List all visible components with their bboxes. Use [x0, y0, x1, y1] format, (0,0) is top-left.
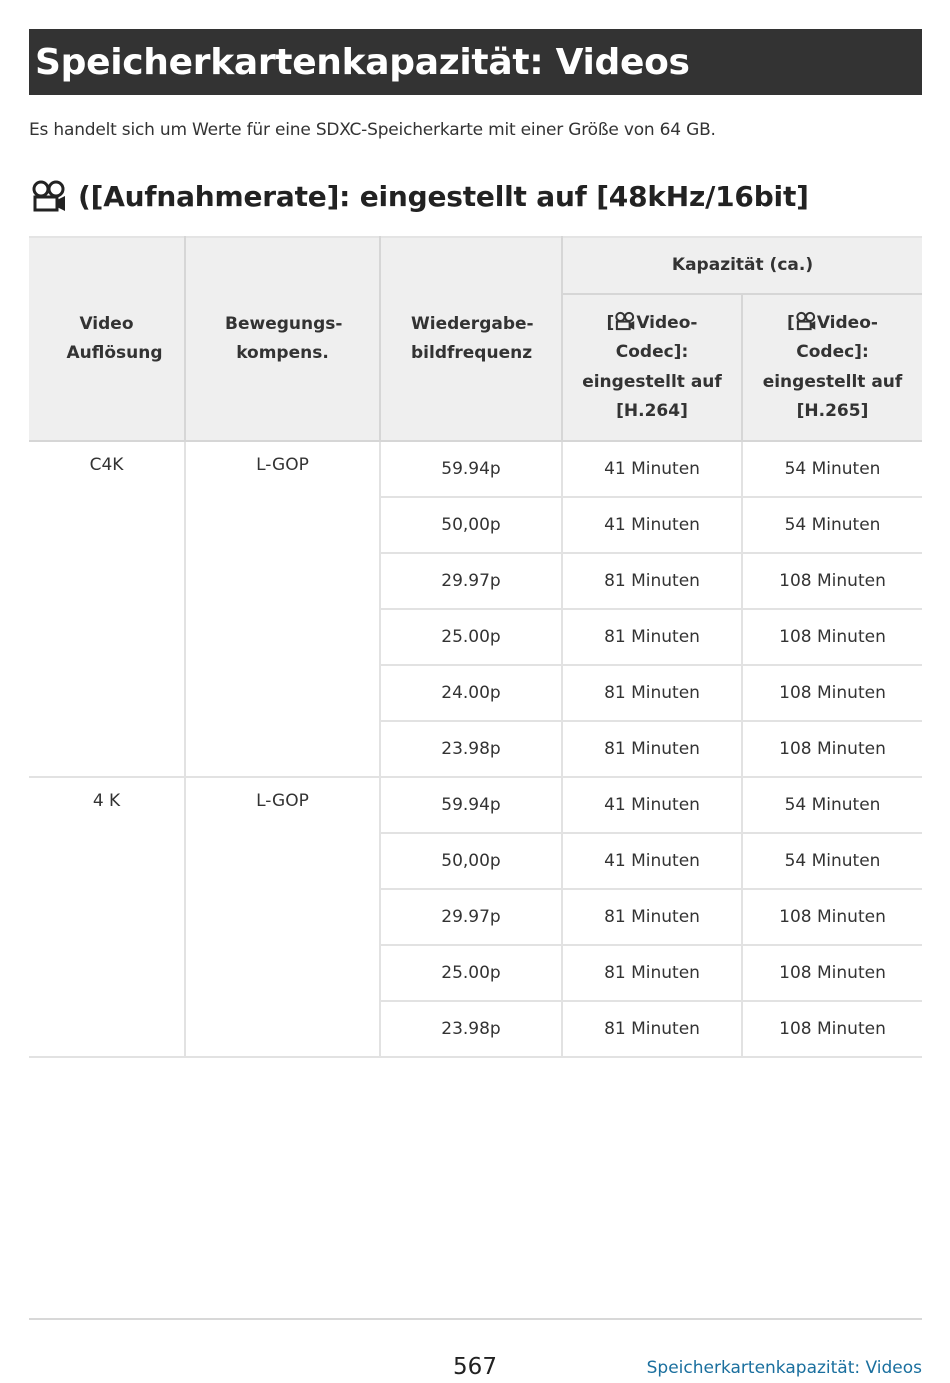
- h265-cell: 108 Minuten: [742, 1001, 922, 1057]
- h264-cell: 81 Minuten: [562, 609, 742, 665]
- header-compression: Bewegungs-kompens.: [185, 237, 380, 441]
- header-h265: [ Video-Codec]: eingestellt auf [H.265]: [742, 294, 922, 441]
- table-row: [29, 777, 922, 833]
- h264-cell: 81 Minuten: [562, 1001, 742, 1057]
- framerate-cell: 50,00p: [380, 497, 562, 553]
- h264-cell: 81 Minuten: [562, 889, 742, 945]
- header-h264: [ Video-Codec]: eingestellt auf [H.264]: [562, 294, 742, 441]
- h264-cell: 41 Minuten: [562, 441, 742, 497]
- h265-cell: 108 Minuten: [742, 553, 922, 609]
- h264-cell: 41 Minuten: [562, 833, 742, 889]
- framerate-cell: 25.00p: [380, 945, 562, 1001]
- framerate-cell: 25.00p: [380, 609, 562, 665]
- h264-cell: 81 Minuten: [562, 721, 742, 777]
- movie-camera-icon: [795, 311, 817, 331]
- h265-cell: 54 Minuten: [742, 441, 922, 497]
- framerate-cell: 23.98p: [380, 1001, 562, 1057]
- h265-cell: 108 Minuten: [742, 609, 922, 665]
- h265-cell: 108 Minuten: [742, 945, 922, 1001]
- movie-camera-icon: [614, 311, 636, 331]
- resolution-cell: 4 K: [29, 777, 185, 1057]
- framerate-cell: 59.94p: [380, 777, 562, 833]
- header-capacity-group: Kapazität (ca.): [562, 237, 922, 294]
- page-title: Speicherkartenkapazität: Videos: [35, 41, 690, 83]
- h265-cell: 54 Minuten: [742, 777, 922, 833]
- page-number: 567: [453, 1354, 497, 1380]
- table-row: [29, 441, 922, 497]
- section-heading: [30, 176, 809, 216]
- intro-text: Es handelt sich um Werte für eine SDXC-Speicherkarte mit einer Größe von 64 GB.: [29, 120, 716, 140]
- h265-cell: 54 Minuten: [742, 497, 922, 553]
- footer-divider: [29, 1318, 922, 1320]
- framerate-cell: 59.94p: [380, 441, 562, 497]
- title-bar: [29, 29, 922, 95]
- footer-section-link[interactable]: Speicherkartenkapazität: Videos: [646, 1358, 922, 1378]
- framerate-cell: 50,00p: [380, 833, 562, 889]
- movie-camera-icon: [30, 179, 68, 213]
- capacity-table: [29, 236, 922, 1058]
- compression-cell: L-GOP: [185, 777, 380, 1057]
- section-heading-text: ([Aufnahmerate]: eingestellt auf [48kHz/16bit]: [78, 179, 809, 213]
- h264-cell: 41 Minuten: [562, 497, 742, 553]
- h264-cell: 81 Minuten: [562, 553, 742, 609]
- h265-cell: 108 Minuten: [742, 889, 922, 945]
- resolution-cell: C4K: [29, 441, 185, 777]
- h265-cell: 108 Minuten: [742, 665, 922, 721]
- framerate-cell: 29.97p: [380, 553, 562, 609]
- compression-cell: L-GOP: [185, 441, 380, 777]
- header-framerate: Wiedergabe-bildfrequenz: [380, 237, 562, 441]
- framerate-cell: 23.98p: [380, 721, 562, 777]
- h265-cell: 108 Minuten: [742, 721, 922, 777]
- header-resolution: Video Auflösung: [29, 237, 185, 441]
- h264-cell: 41 Minuten: [562, 777, 742, 833]
- framerate-cell: 24.00p: [380, 665, 562, 721]
- h264-cell: 81 Minuten: [562, 945, 742, 1001]
- h264-cell: 81 Minuten: [562, 665, 742, 721]
- h265-cell: 54 Minuten: [742, 833, 922, 889]
- framerate-cell: 29.97p: [380, 889, 562, 945]
